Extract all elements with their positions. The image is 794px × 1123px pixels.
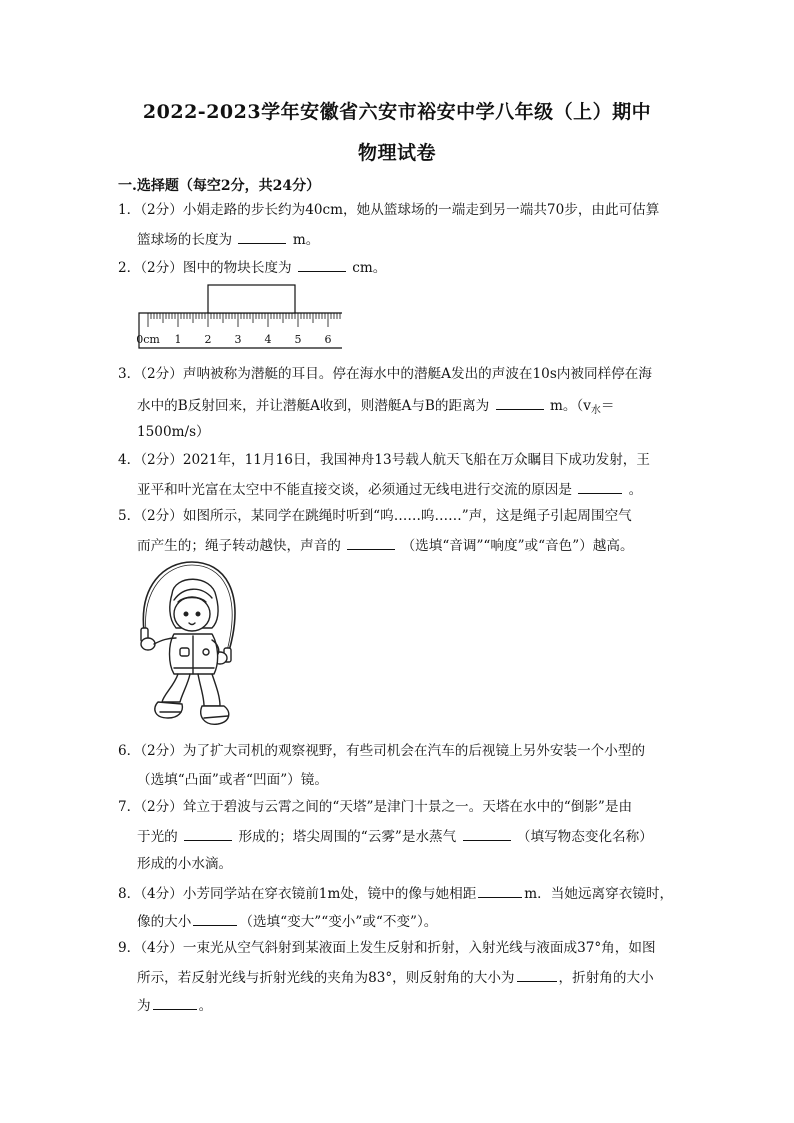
question-5-line-2 (137, 535, 634, 555)
answer-blank[interactable] (238, 229, 286, 244)
question-3-text-c: ＝ (600, 398, 615, 414)
ruler-label: 3 (234, 333, 242, 346)
question-3-line-3: 1500m/s） (137, 424, 210, 440)
answer-blank[interactable] (347, 535, 395, 550)
question-4-line-2 (137, 479, 642, 499)
question-1-line-1: 1．（2分）小娟走路的步长约为40cm，她从篮球场的一端走到另一端共70步，由此可估算 (118, 202, 660, 218)
question-3-text-b: m。（v (549, 398, 591, 414)
question-5-text-b: （选填“音调”“响度”或“音色”）越高。 (401, 538, 634, 554)
question-8-text-b: m．当她远离穿衣镜时， (524, 886, 674, 902)
question-5-text-a: 而产生的；绳子转动越快，声音的 (137, 538, 341, 554)
question-7-text-a: 于光的 (137, 829, 178, 845)
question-7-text-b: 形成的；塔尖周围的“云雾”是水蒸气 (238, 829, 457, 845)
question-9-text-b: ，折射角的大小 (558, 970, 654, 986)
ruler-label: 0cm (136, 333, 160, 346)
question-7-text-c: （填写物态变化名称） (516, 829, 653, 845)
section-heading: 一.选择题（每空2分，共24分） (118, 178, 321, 194)
question-2-text-b: cm。 (352, 260, 387, 276)
question-6-line-1: 6．（2分）为了扩大司机的观察视野，有些司机会在汽车的后视镜上另外安装一个小型的 (118, 743, 646, 759)
question-4-line-1: 4．（2分）2021年，11月16日，我国神舟13号载人航天飞船在万众瞩目下成功发射，王 (118, 452, 650, 468)
question-2-line (118, 257, 386, 277)
ruler-label: 1 (174, 333, 182, 346)
ruler-figure (136, 282, 348, 356)
question-9-text-a: 所示，若反射光线与折射光线的夹角为83°，则反射角的大小为 (137, 970, 515, 986)
question-2-text-a: 2．（2分）图中的物块长度为 (118, 260, 292, 276)
question-8-text-a: 8．（4分）小芳同学站在穿衣镜前1m处，镜中的像与她相距 (118, 886, 477, 902)
answer-blank[interactable] (184, 826, 232, 841)
question-4-text-a: 亚平和叶光富在太空中不能直接交谈，必须通过无线电进行交流的原因是 (137, 482, 572, 498)
question-8-text-c: 像的大小 (137, 914, 192, 930)
question-8-line-2 (137, 911, 437, 931)
question-9-line-3 (137, 995, 212, 1015)
subscript-water: 水 (590, 405, 601, 416)
question-1-text-b: m。 (292, 232, 320, 248)
answer-blank[interactable] (463, 826, 511, 841)
ruler-label: 2 (204, 333, 212, 346)
question-5-line-1: 5．（2分）如图所示，某同学在跳绳时听到“呜……呜……”声，这是绳子引起周围空气 (118, 508, 632, 524)
answer-blank[interactable] (578, 479, 622, 494)
question-9-line-2 (137, 967, 654, 987)
ruler-label: 5 (294, 333, 302, 346)
question-3-text-a: 水中的B反射回来，并让潜艇A收到，则潜艇A与B的距离为 (137, 398, 490, 414)
question-9-text-d: 。 (198, 998, 213, 1014)
question-7-line-3: 形成的小水滴。 (137, 856, 233, 872)
answer-blank[interactable] (517, 967, 557, 982)
ruler-label: 6 (324, 333, 332, 346)
answer-blank[interactable] (298, 257, 346, 272)
exam-subtitle: 物理试卷 (357, 142, 436, 164)
question-3-line-1: 3．（2分）声呐被称为潜艇的耳目。停在海水中的潜艇A发出的声波在10s内被同样停在海 (118, 366, 652, 382)
question-4-text-b: 。 (628, 482, 643, 498)
measured-block (208, 285, 295, 313)
answer-blank[interactable] (193, 911, 237, 926)
question-1-line-2 (137, 229, 319, 249)
question-1-text-a: 篮球场的长度为 (137, 232, 233, 248)
question-3-line-2 (137, 395, 615, 420)
exam-title: 2022-2023学年安徽省六安市裕安中学八年级（上）期中 (142, 101, 652, 123)
question-8-line-1 (118, 883, 673, 903)
answer-blank[interactable] (153, 995, 197, 1010)
question-9-text-c: 为 (137, 998, 151, 1014)
question-8-text-d: （选填“变大”“变小”或“不变”）。 (239, 914, 438, 930)
answer-blank[interactable] (496, 395, 544, 410)
ruler-label: 4 (264, 333, 272, 346)
answer-blank[interactable] (478, 883, 522, 898)
question-7-line-1: 7．（2分）耸立于碧波与云霄之间的“天塔”是津门十景之一。天塔在水中的“倒影”是由 (118, 799, 633, 815)
question-9-line-1: 9．（4分）一束光从空气斜射到某液面上发生反射和折射，入射光线与液面成37°角，如图 (118, 940, 656, 956)
question-7-line-2 (137, 826, 653, 846)
question-6-line-2: （选填“凸面”或者“凹面”）镜。 (137, 772, 328, 788)
jump-rope-girl-illustration (134, 556, 252, 734)
